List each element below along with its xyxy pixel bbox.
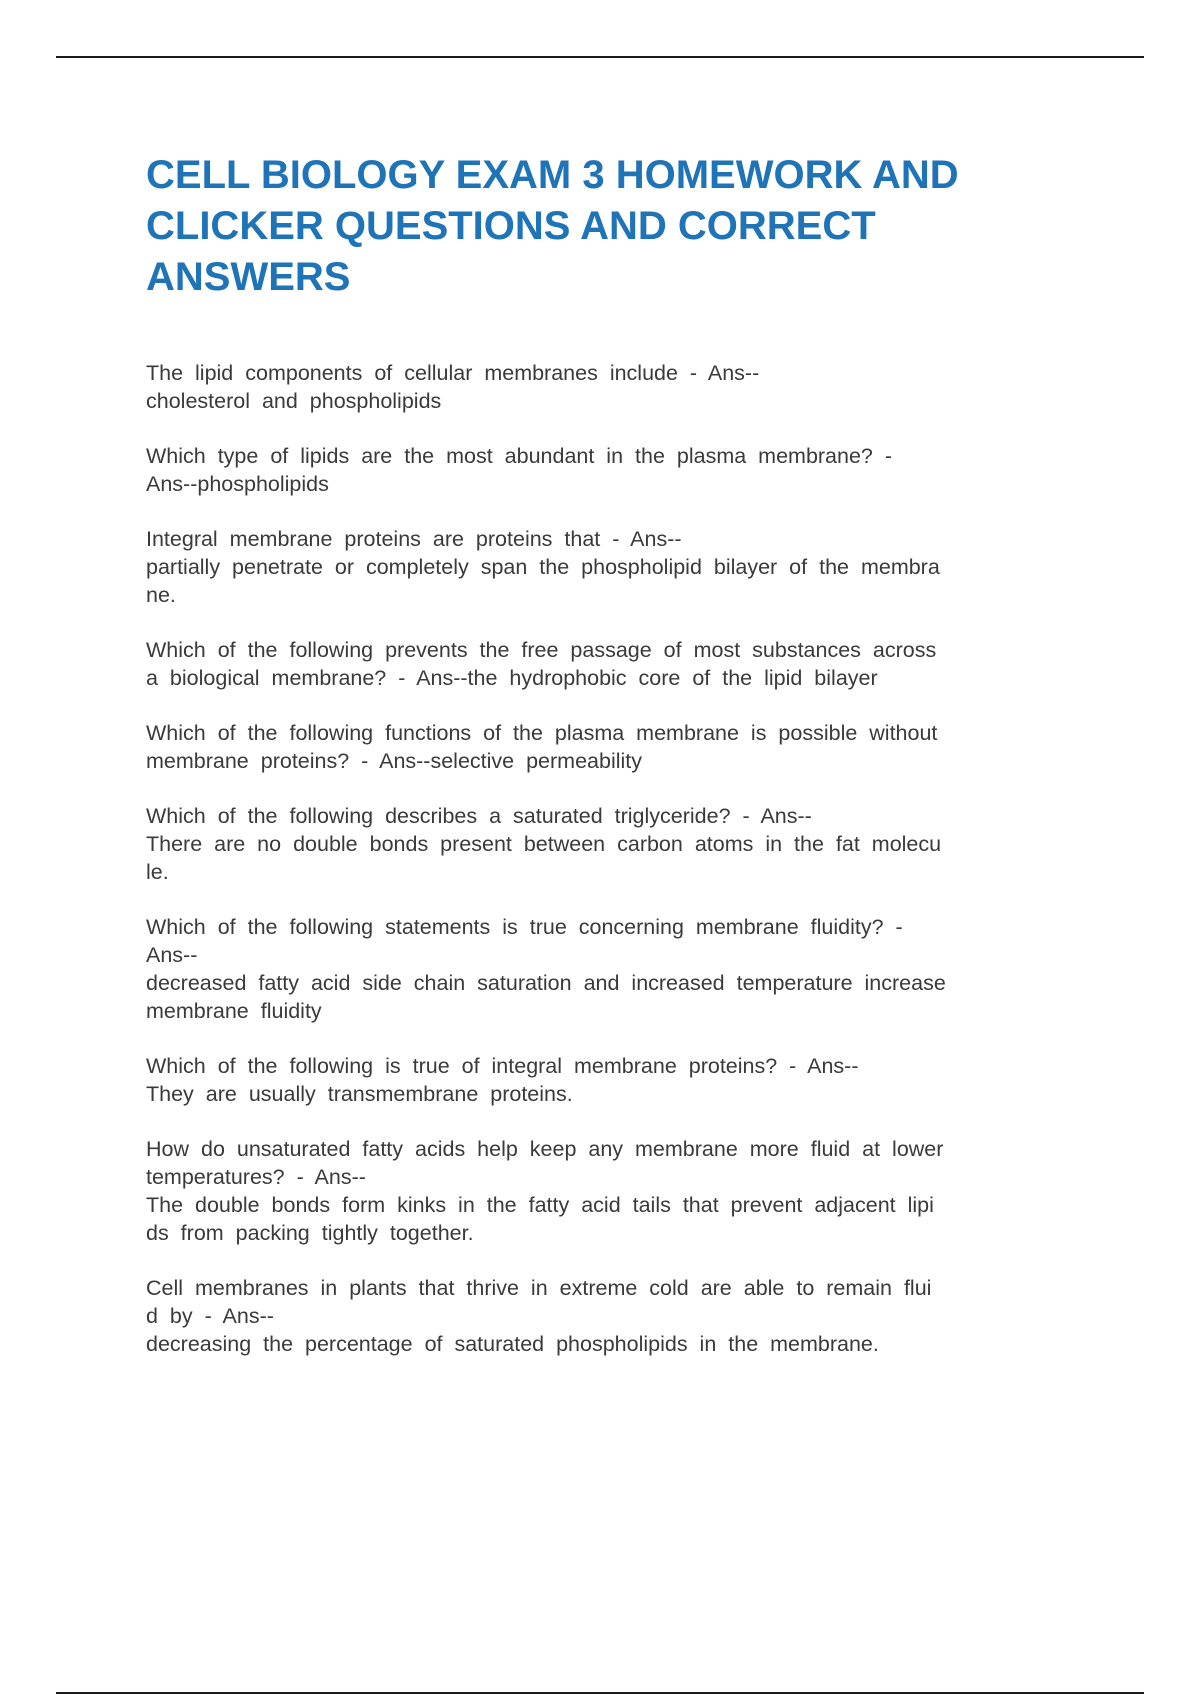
bottom-rule: [56, 1692, 1144, 1694]
qa-item: How do unsaturated fatty acids help keep any membrane more fluid at lower temperatures? - Ans-- The double bonds form kinks in the fatty acid tails that prevent adjacent lipi ds from packing tightly together.: [146, 1137, 944, 1245]
qa-item: The lipid components of cellular membranes include - Ans-- cholesterol and phospholipids: [146, 361, 760, 413]
qa-item: Which type of lipids are the most abundant in the plasma membrane? - Ans--phospholipids: [146, 444, 893, 496]
qa-item: Which of the following describes a saturated triglyceride? - Ans-- There are no double bonds present between carbon atoms in the fat molecu le.: [146, 804, 942, 884]
qa-item: Integral membrane proteins are proteins that - Ans-- partially penetrate or completely span the phospholipid bilayer of the membra ne.: [146, 527, 940, 607]
qa-item: Which of the following prevents the free passage of most substances across a biological membrane? - Ans--the hydrophobic core of the lipid bilayer: [146, 638, 937, 690]
qa-item: Which of the following statements is true concerning membrane fluidity? - Ans-- decreased fatty acid side chain saturation and increased temperature increase membrane fluidity: [146, 915, 946, 1023]
document-title: CELL BIOLOGY EXAM 3 HOMEWORK AND CLICKER QUESTIONS AND CORRECT ANSWERS: [146, 153, 959, 299]
top-rule: [56, 56, 1144, 58]
qa-list: [146, 359, 1086, 1358]
document-body: [146, 150, 1086, 1385]
qa-item: Which of the following is true of integral membrane proteins? - Ans-- They are usually transmembrane proteins.: [146, 1054, 859, 1106]
qa-item: Which of the following functions of the plasma membrane is possible without membrane proteins? - Ans--selective permeability: [146, 721, 938, 773]
qa-item: Cell membranes in plants that thrive in extreme cold are able to remain flui d by - Ans-- decreasing the percentage of saturated phospholipids in the membrane.: [146, 1276, 932, 1356]
